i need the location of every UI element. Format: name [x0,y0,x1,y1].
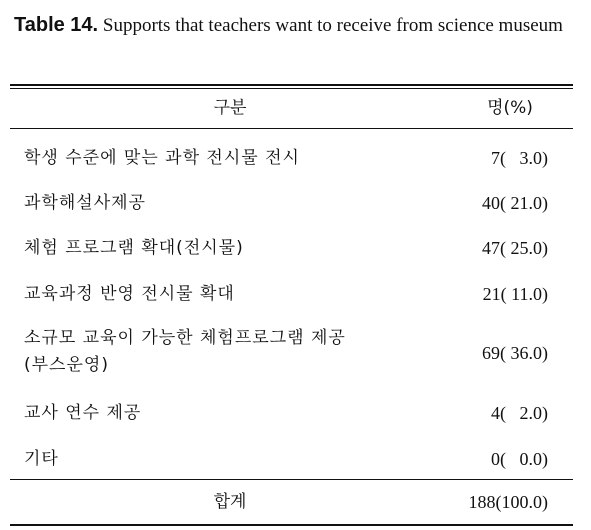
row-item: 과학해설사제공 [24,193,146,213]
row-item: 학생 수준에 맞는 과학 전시물 전시 [24,148,300,168]
total-label: 합계 [213,492,247,512]
row-item: 교육과정 반영 전시물 확대 [24,284,235,304]
row-value: 47( 25.0) [482,238,548,258]
total-value: 188(100.0) [468,492,548,512]
row-item: 교사 연수 제공 [24,403,142,423]
row-value: 7( 3.0) [491,148,548,168]
total-divider [10,479,573,480]
table-top-rule-inner [10,88,573,89]
table-number: Table 14. [14,14,99,36]
table-top-rule [10,84,573,86]
row-item-continued: (부스운영) [24,355,109,375]
table-title: Supports that teachers want to receive from science museum [98,15,563,36]
header-count: 명(%) [487,98,533,118]
row-value: 4( 2.0) [491,403,548,423]
header-divider [10,128,573,129]
row-item: 소규모 교육이 가능한 체험프로그램 제공 [24,328,346,348]
header-category: 구분 [213,98,247,118]
row-value: 69( 36.0) [482,343,548,363]
row-item: 체험 프로그램 확대(전시물) [24,238,244,258]
row-item: 기타 [24,449,59,469]
table-bottom-rule [10,524,573,526]
row-value: 21( 11.0) [482,284,548,304]
table-caption [14,8,572,43]
row-value: 0( 0.0) [491,449,548,469]
row-value: 40( 21.0) [482,193,548,213]
